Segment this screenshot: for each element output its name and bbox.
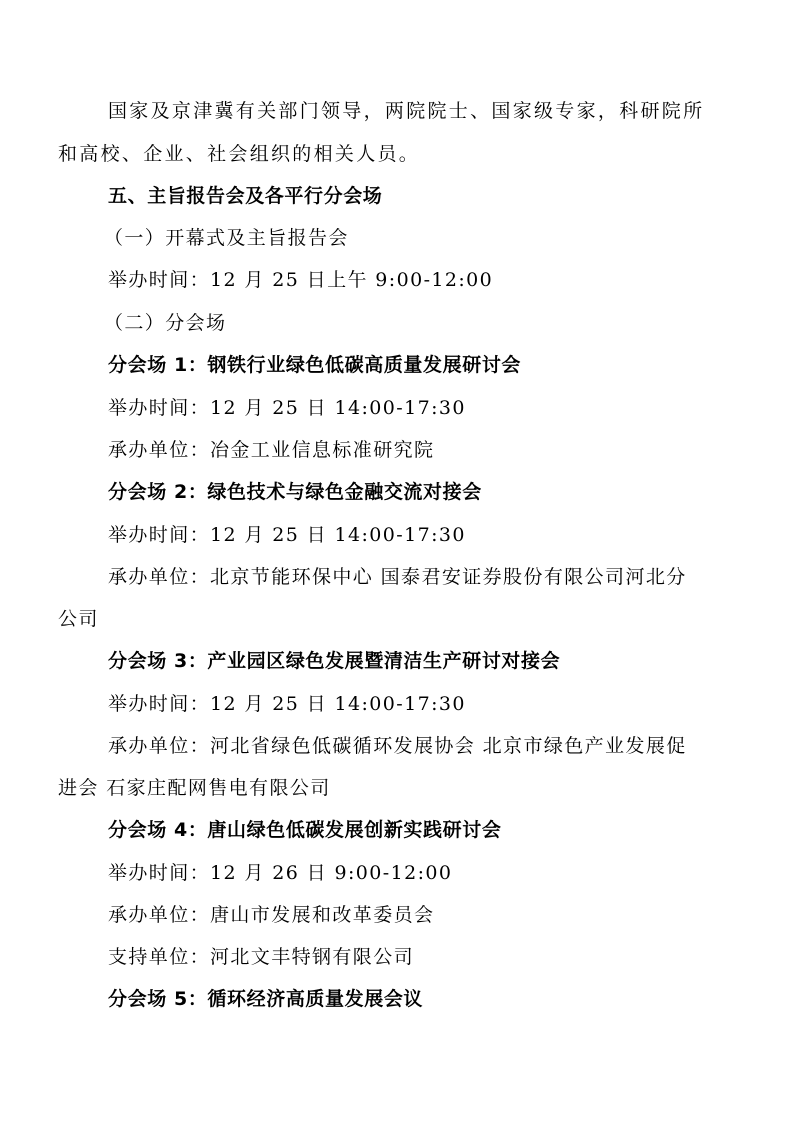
venue-1-time: 举办时间：12 月 25 日 14:00-17:30 [108, 397, 466, 419]
opening-heading: （一）开幕式及主旨报告会 [104, 227, 349, 249]
section-5-heading: 五、主旨报告会及各平行分会场 [108, 185, 383, 207]
venue-4-title: 分会场 4：唐山绿色低碳发展创新实践研讨会 [108, 819, 502, 841]
participants-line-1: 国家及京津冀有关部门领导，两院院士、国家级专家，科研院所 [108, 100, 705, 122]
opening-time: 举办时间：12 月 25 日上午 9:00-12:00 [108, 269, 494, 291]
venue-2-time: 举办时间：12 月 25 日 14:00-17:30 [108, 524, 466, 546]
venue-4-host: 承办单位：唐山市发展和改革委员会 [108, 904, 435, 926]
venue-3-host-line-1: 承办单位：河北省绿色低碳循环发展协会 北京市绿色产业发展促 [108, 735, 687, 757]
venue-4-time: 举办时间：12 月 26 日 9:00-12:00 [108, 862, 453, 884]
participants-line-2: 和高校、企业、社会组织的相关人员。 [58, 143, 421, 165]
venue-3-time: 举办时间：12 月 25 日 14:00-17:30 [108, 693, 466, 715]
venue-3-host-line-2: 进会 石家庄配网售电有限公司 [58, 777, 331, 799]
venue-4-support: 支持单位：河北文丰特钢有限公司 [108, 946, 415, 968]
venue-2-title: 分会场 2：绿色技术与绿色金融交流对接会 [108, 481, 482, 503]
venue-1-host: 承办单位：冶金工业信息标准研究院 [108, 439, 435, 461]
venue-1-title: 分会场 1：钢铁行业绿色低碳高质量发展研讨会 [108, 354, 522, 376]
venue-5-title: 分会场 5：循环经济高质量发展会议 [108, 988, 424, 1010]
venue-2-host-line-2: 公司 [58, 608, 99, 630]
venue-2-host-line-1: 承办单位：北京节能环保中心 国泰君安证券股份有限公司河北分 [108, 566, 687, 588]
venue-3-title: 分会场 3：产业园区绿色发展暨清洁生产研讨对接会 [108, 650, 561, 672]
subvenues-heading: （二）分会场 [104, 312, 227, 334]
